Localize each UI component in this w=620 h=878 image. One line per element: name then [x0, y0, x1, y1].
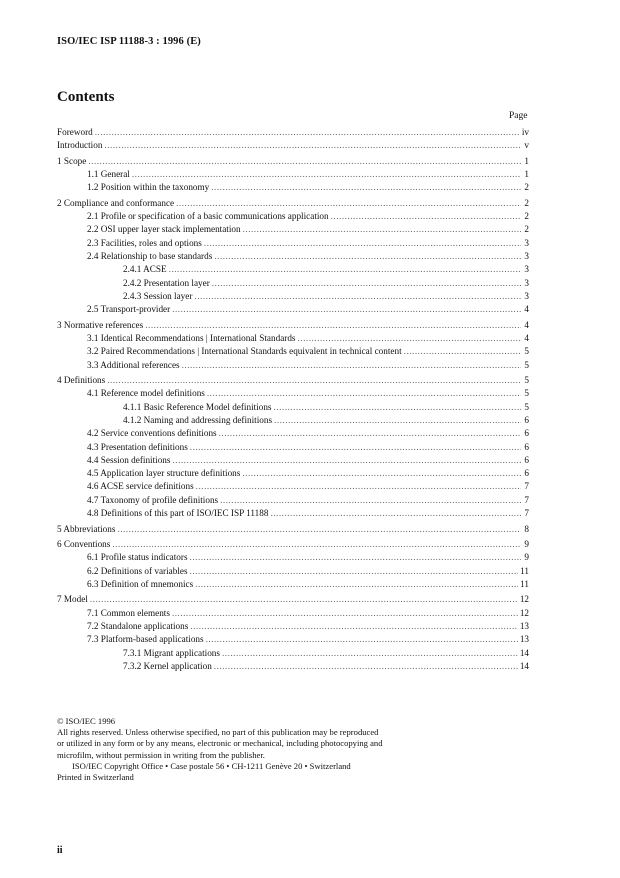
toc-entry-page: 3 [524, 277, 529, 288]
toc-entry[interactable] [57, 427, 529, 440]
toc-leader [104, 139, 521, 152]
toc-leader [207, 387, 521, 400]
toc-entry[interactable] [57, 565, 529, 578]
toc-entry-page: 6 [524, 454, 529, 465]
copyright-notice [57, 716, 457, 783]
toc-entry-page: 5 [524, 359, 529, 370]
toc-entry-label: 1.1 General [87, 169, 130, 180]
toc-leader [214, 660, 518, 673]
toc-entry-label: 2 Compliance and conformance [57, 197, 175, 208]
toc-leader [214, 250, 521, 263]
toc-leader [274, 401, 522, 414]
toc-entry[interactable] [57, 263, 529, 276]
toc-entry-label: 6.2 Definitions of variables [87, 565, 188, 576]
toc-leader [194, 290, 521, 303]
toc-leader [145, 319, 521, 332]
toc-entry[interactable] [57, 168, 529, 181]
toc-entry[interactable] [57, 494, 529, 507]
toc-leader [222, 647, 518, 660]
toc-entry[interactable] [57, 359, 529, 372]
toc-entry-label: 6 Conventions [57, 539, 111, 550]
toc-entry[interactable] [57, 374, 529, 387]
toc-entry[interactable] [57, 277, 529, 290]
toc-entry-label: 4.1 Reference model definitions [87, 388, 205, 399]
toc-leader [172, 303, 521, 316]
toc-entry-label: 7.3.2 Kernel application [123, 660, 212, 671]
toc-entry[interactable] [57, 319, 529, 332]
toc-entry-label: 3.3 Additional references [87, 359, 180, 370]
toc-entry-label: 7.3 Platform-based applications [87, 634, 204, 645]
toc-entry[interactable] [57, 345, 529, 358]
toc-entry-page: iv [521, 127, 529, 137]
toc-entry-label: 3.1 Identical Recommendations | International Standards [87, 333, 296, 344]
toc-leader [132, 168, 521, 181]
toc-entry-page: 3 [524, 290, 529, 301]
toc-entry-page: 5 [524, 388, 529, 399]
toc-entry-page: 3 [524, 264, 529, 275]
toc-leader [190, 565, 519, 578]
toc-entry[interactable] [57, 454, 529, 467]
toc-entry[interactable] [57, 290, 529, 303]
toc-entry-label: 4.1.1 Basic Reference Model definitions [123, 401, 272, 412]
toc-entry-label: 2.4 Relationship to base standards [87, 251, 213, 262]
toc-entry[interactable] [57, 139, 529, 152]
toc-entry-page: 12 [519, 607, 529, 618]
toc-entry[interactable] [57, 155, 529, 168]
toc-entry[interactable] [57, 126, 529, 139]
toc-entry-page: 6 [524, 468, 529, 479]
toc-entry-page: 3 [524, 251, 529, 262]
toc-entry-label: 3.2 Paired Recommendations | International Standards equivalent in technical content [87, 346, 402, 357]
toc-entry[interactable] [57, 414, 529, 427]
toc-entry-page: 1 [524, 169, 529, 180]
toc-entry-page: 14 [519, 647, 529, 658]
toc-entry-page: 7 [524, 481, 529, 492]
toc-entry[interactable] [57, 647, 529, 660]
table-of-contents [57, 126, 529, 673]
toc-entry-page: 4 [524, 333, 529, 344]
toc-entry-label: 1 Scope [57, 155, 87, 166]
toc-entry-label: 4.3 Presentation definitions [87, 441, 188, 452]
copyright-line: microfilm, without permission in writing from the publisher. [57, 749, 265, 760]
toc-entry[interactable] [57, 578, 529, 591]
toc-entry-page: 12 [519, 594, 529, 605]
toc-leader [88, 155, 521, 168]
toc-entry[interactable] [57, 480, 529, 493]
toc-entry[interactable] [57, 250, 529, 263]
toc-leader [112, 538, 521, 551]
toc-leader [331, 210, 521, 223]
toc-entry-label: 2.4.3 Session layer [123, 290, 193, 301]
toc-entry[interactable] [57, 633, 529, 646]
toc-entry[interactable] [57, 197, 529, 210]
toc-entry[interactable] [57, 210, 529, 223]
toc-entry-page: 6 [524, 428, 529, 439]
toc-leader [219, 427, 521, 440]
toc-entry-label: 2.1 Profile or specification of a basic communications application [87, 211, 329, 222]
toc-entry-page: 1 [524, 155, 529, 166]
toc-leader [196, 480, 521, 493]
toc-entry-label: 6.1 Profile status indicators [87, 552, 188, 563]
toc-entry-page: 6 [524, 441, 529, 452]
toc-entry-page: 2 [524, 182, 529, 193]
toc-entry[interactable] [57, 660, 529, 673]
toc-entry[interactable] [57, 523, 529, 536]
toc-entry-label: 2.3 Facilities, roles and options [87, 237, 202, 248]
toc-entry[interactable] [57, 303, 529, 316]
toc-entry-label: 4.6 ACSE service definitions [87, 481, 194, 492]
toc-entry-label: 2.2 OSI upper layer stack implementation [87, 224, 241, 235]
toc-entry-label: 4.2 Service conventions definitions [87, 428, 217, 439]
copyright-line: Printed in Switzerland [57, 772, 134, 783]
toc-leader [176, 197, 521, 210]
toc-entry-label: 7 Model [57, 594, 88, 605]
toc-entry-label: 4.8 Definitions of this part of ISO/IEC ISP 11188 [87, 508, 269, 519]
toc-leader [212, 277, 521, 290]
copyright-line: © ISO/IEC 1996 [57, 716, 116, 726]
toc-entry-label: 7.3.1 Migrant applications [123, 647, 220, 658]
toc-entry-label: 4 Definitions [57, 375, 106, 386]
toc-entry-page: 13 [519, 634, 529, 645]
toc-leader [107, 374, 521, 387]
toc-leader [190, 620, 518, 633]
toc-entry-page: 4 [524, 304, 529, 315]
toc-entry[interactable] [57, 593, 529, 606]
toc-entry-label: 2.4.2 Presentation layer [123, 277, 210, 288]
toc-entry-page: 3 [524, 237, 529, 248]
toc-entry[interactable] [57, 332, 529, 345]
toc-leader [195, 578, 518, 591]
toc-leader [172, 454, 521, 467]
toc-leader [211, 181, 521, 194]
page-number: ii [57, 845, 63, 856]
toc-entry-label: 7.1 Common elements [87, 607, 170, 618]
toc-entry-label: 2.4.1 ACSE [123, 264, 167, 275]
toc-leader [182, 359, 521, 372]
toc-entry-page: 8 [524, 523, 529, 534]
toc-entry-page: 2 [524, 224, 529, 235]
toc-entry[interactable] [57, 620, 529, 633]
toc-entry[interactable] [57, 551, 529, 564]
toc-entry-page: 14 [519, 660, 529, 671]
toc-leader [190, 551, 521, 564]
toc-entry[interactable] [57, 441, 529, 454]
toc-entry-page: 6 [524, 414, 529, 425]
toc-leader [242, 467, 521, 480]
toc-entry-page: 9 [524, 539, 529, 550]
toc-leader [117, 523, 521, 536]
toc-entry-page: 11 [520, 578, 529, 589]
toc-leader [95, 126, 520, 139]
toc-leader [298, 332, 522, 345]
toc-leader [190, 441, 521, 454]
toc-entry-label: 7.2 Standalone applications [87, 621, 189, 631]
toc-entry-page: 5 [524, 401, 529, 412]
toc-entry-label: 3 Normative references [57, 319, 144, 330]
toc-leader [172, 607, 518, 620]
toc-entry-page: 2 [524, 197, 529, 208]
toc-entry-label: 4.1.2 Naming and addressing definitions [123, 414, 273, 425]
toc-leader [204, 237, 521, 250]
toc-leader [243, 223, 521, 236]
toc-entry-page: v [524, 140, 529, 151]
toc-leader [274, 414, 521, 427]
toc-entry-label: Foreword [57, 127, 93, 137]
document-header: ISO/IEC ISP 11188-3 : 1996 (E) [57, 36, 201, 47]
toc-entry[interactable] [57, 538, 529, 551]
toc-entry-label: 4.5 Application layer structure definitions [87, 468, 241, 479]
toc-entry-page: 2 [524, 211, 529, 222]
page-column-label: Page [509, 111, 528, 121]
toc-entry-label: 4.4 Session definitions [87, 454, 171, 465]
toc-entry[interactable] [57, 387, 529, 400]
toc-entry-page: 13 [519, 621, 529, 631]
toc-entry[interactable] [57, 181, 529, 194]
toc-leader [90, 593, 518, 606]
toc-entry[interactable] [57, 237, 529, 250]
copyright-line: or utilized in any form or by any means, electronic or mechanical, including photocopying and [57, 738, 383, 749]
toc-entry-page: 4 [524, 319, 529, 330]
toc-leader [270, 507, 521, 520]
toc-entry[interactable] [57, 607, 529, 620]
toc-entry[interactable] [57, 223, 529, 236]
contents-title: Contents [57, 89, 115, 105]
toc-entry-label: 1.2 Position within the taxonomy [87, 182, 210, 193]
toc-entry-label: 2.5 Transport-provider [87, 304, 171, 315]
toc-entry-label: 5 Abbreviations [57, 523, 116, 534]
toc-leader [404, 345, 521, 358]
toc-entry-page: 7 [524, 508, 529, 519]
toc-entry-label: Introduction [57, 140, 103, 151]
copyright-address: ISO/IEC Copyright Office • Case postale 56 • CH-1211 Genève 20 • Switzerland [72, 760, 351, 771]
toc-leader [206, 633, 518, 646]
toc-leader [220, 494, 521, 507]
toc-entry-page: 5 [524, 375, 529, 386]
toc-entry-label: 6.3 Definition of mnemonics [87, 578, 194, 589]
toc-entry-page: 9 [524, 552, 529, 563]
toc-entry[interactable] [57, 467, 529, 480]
toc-entry-label: 4.7 Taxonomy of profile definitions [87, 494, 219, 505]
toc-entry-page: 11 [520, 565, 529, 576]
toc-leader [169, 263, 521, 276]
toc-entry[interactable] [57, 507, 529, 520]
copyright-line: All rights reserved. Unless otherwise specified, no part of this publication may be reproduced [57, 727, 379, 738]
toc-entry-page: 5 [524, 346, 529, 357]
toc-entry[interactable] [57, 401, 529, 414]
toc-entry-page: 7 [524, 494, 529, 505]
